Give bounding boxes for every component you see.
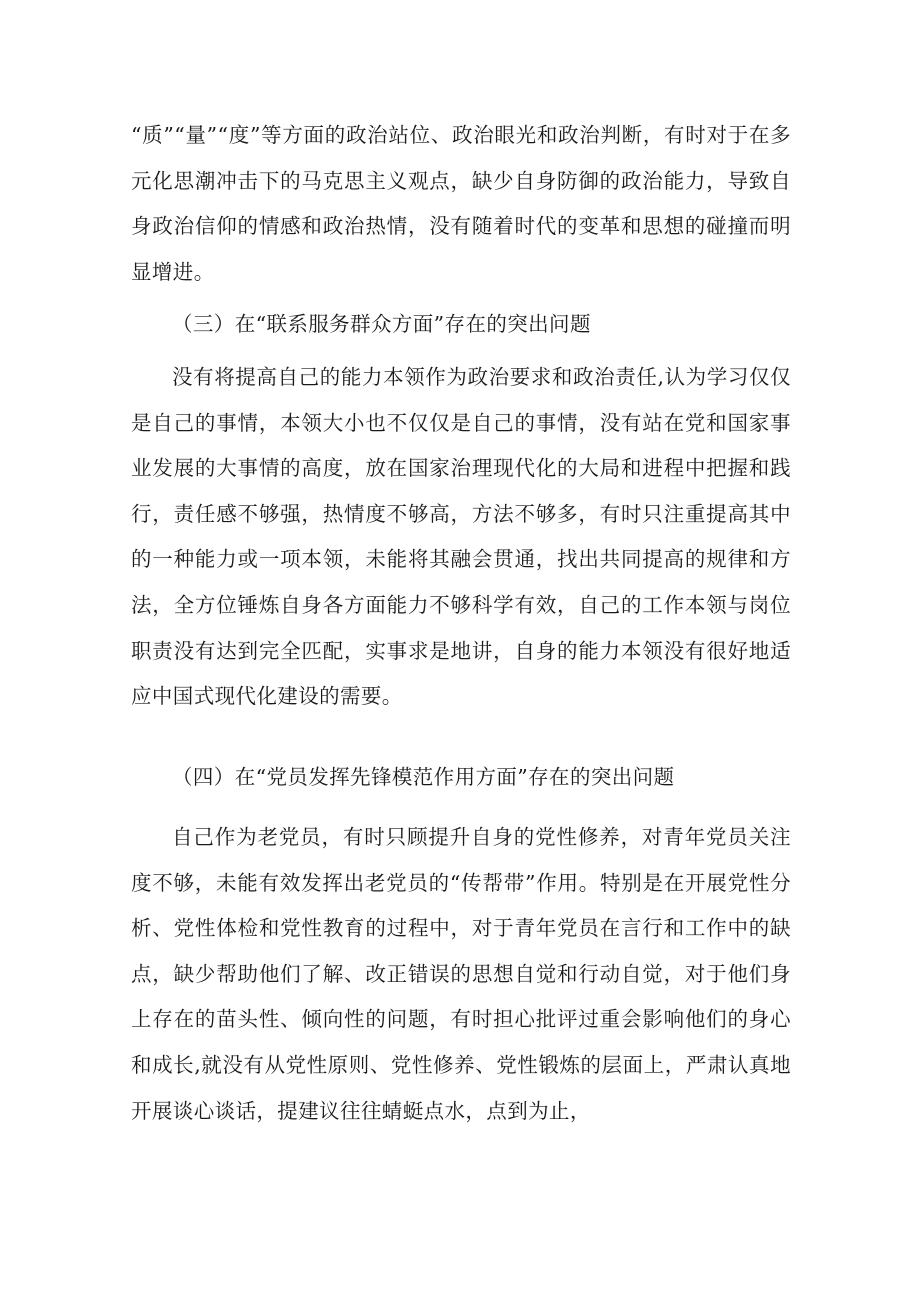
paragraph-political-judgment: “质”“量”“度”等方面的政治站位、政治眼光和政治判断，有时对于在多元化思潮冲击下的马克思主义观点，缺少自身防御的政治能力，导致自身政治信仰的情感和政治热情，没有随着时代的变革和思想的碰撞而明显增进。	[131, 123, 791, 284]
section-heading-3: （三）在“联系服务群众方面”存在的突出问题	[172, 312, 591, 336]
section-heading-4: （四）在“党员发挥先锋模范作用方面”存在的突出问题	[172, 765, 675, 789]
paragraph-senior-member-role: 自己作为老党员，有时只顾提升自身的党性修养，对青年党员关注度不够，未能有效发挥出老党员的“传帮带”作用。特别是在开展党性分析、党性体检和党性教育的过程中，对于青年党员在言行和工作中的缺点，缺少帮助他们了解、改正错误的思想自觉和行动自觉，对于他们身上存在的苗头性、倾向性的问题，有时担心批评过重会影响他们的身心和成长,就没有从党性原则、党性修养、党性锻炼的层面上，严肃认真地开展谈心谈话，提建议往往蜻蜓点水，点到为止，	[131, 825, 791, 1123]
paragraph-ability-skills: 没有将提高自己的能力本领作为政治要求和政治责任,认为学习仅仅是自己的事情，本领大小也不仅仅是自己的事情，没有站在党和国家事业发展的大事情的高度，放在国家治理现代化的大局和进程中把握和践行，责任感不够强，热情度不够高，方法不够多，有时只注重提高其中的一种能力或一项本领，未能将其融会贯通，找出共同提高的规律和方法，全方位锤炼自身各方面能力不够科学有效，自己的工作本领与岗位职责没有达到完全匹配，实事求是地讲，自身的能力本领没有很好地适应中国式现代化建设的需要。	[131, 365, 791, 709]
